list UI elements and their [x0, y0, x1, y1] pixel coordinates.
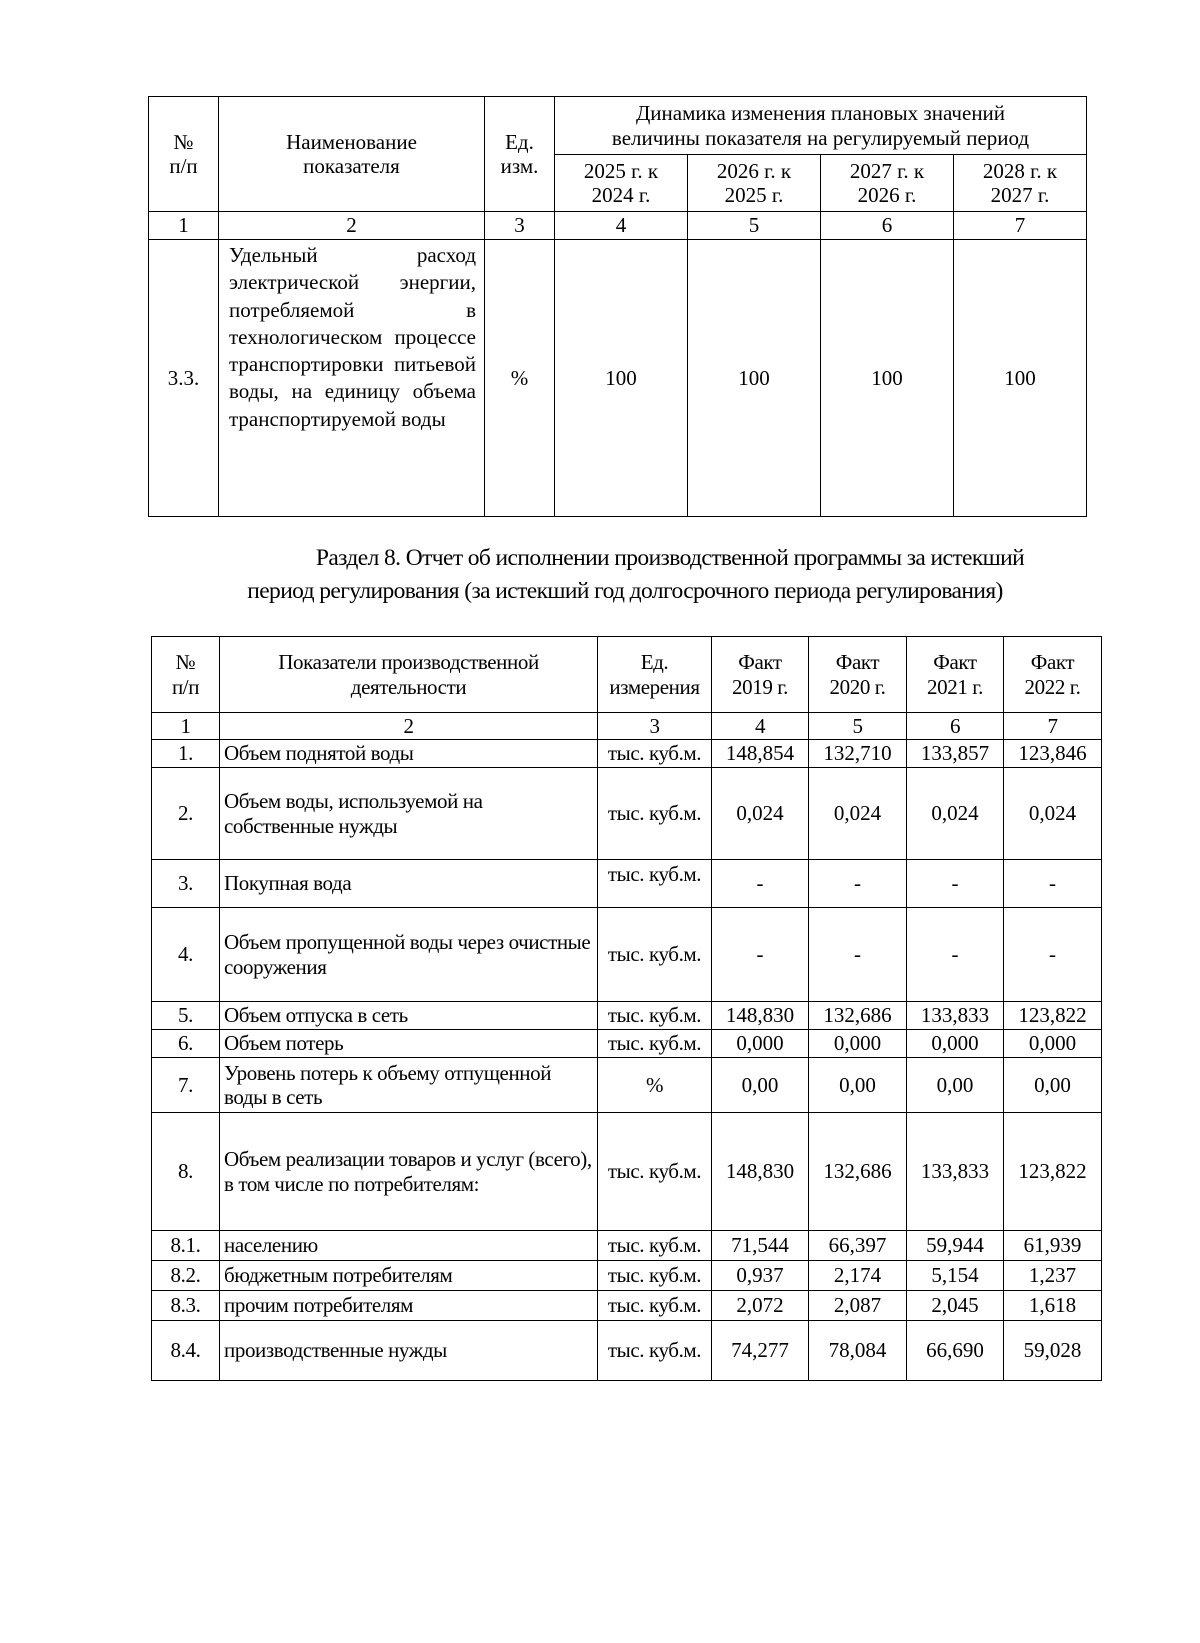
table-row: [152, 740, 1102, 768]
header-num: [152, 637, 220, 713]
row-unit: тыс. куб.м.: [598, 908, 712, 1002]
col-number: 7: [954, 212, 1087, 240]
col-number: 3: [485, 212, 555, 240]
row-value: 74,277: [712, 1321, 809, 1381]
row-value: -: [907, 908, 1004, 1002]
row-unit: тыс. куб.м.: [598, 740, 712, 768]
production-report-table: [151, 636, 1102, 1381]
row-value: 133,857: [907, 740, 1004, 768]
header-name-line1: Показатели производственной: [278, 650, 539, 675]
row-unit: %: [485, 240, 555, 517]
header-unit-line1: Ед.: [505, 129, 534, 154]
row-unit: тыс. куб.м.: [598, 1261, 712, 1291]
row-name: Объем воды, используемой на собственные нужды: [220, 768, 598, 860]
row-value: 0,000: [907, 1030, 1004, 1058]
row-value: 148,854: [712, 740, 809, 768]
row-name: Объем поднятой воды: [220, 740, 598, 768]
header-year-2020: [809, 637, 907, 713]
header-year: 2021 г.: [927, 674, 983, 699]
row-value: 59,028: [1004, 1321, 1102, 1381]
header-fact: Факт: [835, 650, 880, 675]
table-row: [152, 860, 1102, 908]
row-value: 100: [821, 240, 954, 517]
row-value: 0,024: [907, 768, 1004, 860]
row-value: 123,846: [1004, 740, 1102, 768]
row-unit: тыс. куб.м.: [598, 1291, 712, 1321]
row-value: 148,830: [712, 1113, 809, 1231]
row-name: Объем пропущенной воды через очистные сооружения: [220, 908, 598, 1002]
row-unit: тыс. куб.м.: [598, 1113, 712, 1231]
header-unit: [485, 97, 555, 212]
header-row: [152, 637, 1102, 713]
row-value: 0,024: [712, 768, 809, 860]
row-value: 123,822: [1004, 1002, 1102, 1030]
row-value: 123,822: [1004, 1113, 1102, 1231]
header-name-line2: показателя: [303, 154, 400, 178]
row-name: Объем отпуска в сеть: [220, 1002, 598, 1030]
row-name: Объем реализации товаров и услуг (всего), в том числе по потребителям:: [220, 1113, 598, 1231]
row-value: 0,024: [809, 768, 907, 860]
table-row: [149, 240, 1087, 517]
header-num-line1: №: [175, 650, 196, 675]
row-unit: тыс. куб.м.: [598, 768, 712, 860]
period-2026-line2: 2025 г.: [724, 183, 784, 207]
header-dynamics-line2: величины показателя на регулируемый период: [611, 125, 1030, 150]
row-unit: тыс. куб.м.: [598, 1030, 712, 1058]
row-value: 2,174: [809, 1261, 907, 1291]
row-value: 132,686: [809, 1113, 907, 1231]
header-year-2019: [712, 637, 809, 713]
header-unit-line2: изм.: [500, 154, 539, 178]
col-number: 4: [712, 713, 809, 740]
row-num: 5.: [152, 1002, 220, 1030]
section-title: [150, 542, 1100, 609]
row-name: населению: [220, 1231, 598, 1261]
row-value: 78,084: [809, 1321, 907, 1381]
col-number: 2: [219, 212, 485, 240]
period-2028: [954, 155, 1087, 212]
row-value: 0,00: [1004, 1058, 1102, 1113]
indicator-dynamics-table: [148, 96, 1087, 517]
period-2028-line2: 2027 г.: [990, 183, 1050, 207]
period-2027-line1: 2027 г. к: [849, 158, 925, 183]
row-num: 8.2.: [152, 1261, 220, 1291]
row-value: 1,237: [1004, 1261, 1102, 1291]
row-value: 0,024: [1004, 768, 1102, 860]
row-value: 148,830: [712, 1002, 809, 1030]
header-name-line2: деятельности: [350, 674, 467, 699]
row-value: 100: [688, 240, 821, 517]
row-value: -: [907, 860, 1004, 908]
row-name: Удельный расход электрической энергии, потребляемой в технологическом процессе транспортировки питьевой воды, на единицу объема транспортируемой воды: [219, 240, 485, 517]
row-num: 7.: [152, 1058, 220, 1113]
row-value: 0,937: [712, 1261, 809, 1291]
row-num: 8.: [152, 1113, 220, 1231]
row-name: Объем потерь: [220, 1030, 598, 1058]
section-title-line2: период регулирования (за истекший год долгосрочного периода регулирования): [247, 578, 1003, 605]
header-dynamics: [555, 97, 1087, 155]
header-fact: Факт: [738, 650, 782, 675]
column-numbers-row: [149, 212, 1087, 240]
header-unit-line1: Ед.: [640, 650, 669, 675]
row-value: 66,690: [907, 1321, 1004, 1381]
col-number: 1: [152, 713, 220, 740]
row-value: -: [1004, 908, 1102, 1002]
row-name: Покупная вода: [220, 860, 598, 908]
row-num: 4.: [152, 908, 220, 1002]
row-value: 133,833: [907, 1113, 1004, 1231]
table-row: [152, 1030, 1102, 1058]
row-value: 0,00: [809, 1058, 907, 1113]
row-num: 1.: [152, 740, 220, 768]
period-2026: [688, 155, 821, 212]
header-num-line1: №: [173, 129, 194, 154]
header-num: [149, 97, 219, 212]
header-year: 2020 г.: [829, 674, 886, 699]
period-2025-line2: 2024 г.: [591, 183, 651, 207]
col-number: 4: [555, 212, 688, 240]
col-number: 5: [688, 212, 821, 240]
row-name: бюджетным потребителям: [220, 1261, 598, 1291]
row-value: 132,710: [809, 740, 907, 768]
row-value: 2,045: [907, 1291, 1004, 1321]
column-numbers-row: [152, 713, 1102, 740]
row-value: 0,00: [907, 1058, 1004, 1113]
header-unit-line2: измерения: [609, 674, 700, 699]
row-unit: %: [598, 1058, 712, 1113]
row-unit: тыс. куб.м.: [598, 1321, 712, 1381]
row-value: 1,618: [1004, 1291, 1102, 1321]
period-2028-line1: 2028 г. к: [982, 158, 1058, 183]
row-num: 3.3.: [149, 240, 219, 517]
header-unit: [598, 637, 712, 713]
row-value: 2,087: [809, 1291, 907, 1321]
col-number: 5: [809, 713, 907, 740]
period-2025: [555, 155, 688, 212]
row-value: 0,00: [712, 1058, 809, 1113]
row-num: 8.3.: [152, 1291, 220, 1321]
row-value: 100: [954, 240, 1087, 517]
row-num: 2.: [152, 768, 220, 860]
row-value: 59,944: [907, 1231, 1004, 1261]
row-name: прочим потребителям: [220, 1291, 598, 1321]
header-num-line2: п/п: [169, 154, 198, 178]
row-value: -: [809, 860, 907, 908]
col-number: 2: [220, 713, 598, 740]
row-value: 0,000: [712, 1030, 809, 1058]
col-number: 3: [598, 713, 712, 740]
row-value: 71,544: [712, 1231, 809, 1261]
row-unit: тыс. куб.м.: [598, 1002, 712, 1030]
row-value: -: [1004, 860, 1102, 908]
section-title-line1: Раздел 8. Отчет об исполнении производственной программы за истекший: [315, 545, 1025, 571]
row-name: Уровень потерь к объему отпущенной воды в сеть: [220, 1058, 598, 1113]
header-year-2022: [1004, 637, 1102, 713]
header-dynamics-line1: Динамика изменения плановых значений: [635, 101, 1006, 126]
header-name: [220, 637, 598, 713]
row-unit: тыс. куб.м.: [598, 860, 712, 908]
row-value: 100: [555, 240, 688, 517]
header-year: 2019 г.: [732, 674, 788, 699]
row-value: 61,939: [1004, 1231, 1102, 1261]
header-fact: Факт: [1030, 650, 1075, 675]
row-unit: тыс. куб.м.: [598, 1231, 712, 1261]
col-number: 6: [821, 212, 954, 240]
row-value: 5,154: [907, 1261, 1004, 1291]
row-value: 0,000: [1004, 1030, 1102, 1058]
row-num: 6.: [152, 1030, 220, 1058]
table-row: [152, 1002, 1102, 1030]
row-num: 3.: [152, 860, 220, 908]
period-2026-line1: 2026 г. к: [716, 158, 792, 183]
row-num: 8.4.: [152, 1321, 220, 1381]
table-row: [152, 1231, 1102, 1261]
row-value: -: [712, 908, 809, 1002]
row-name: производственные нужды: [220, 1321, 598, 1381]
period-2027-line2: 2026 г.: [857, 183, 917, 207]
table-row: [152, 908, 1102, 1002]
header-num-line2: п/п: [171, 674, 200, 699]
row-value: 0,000: [809, 1030, 907, 1058]
header-row: [149, 97, 1087, 155]
table-row: [152, 1291, 1102, 1321]
row-value: 2,072: [712, 1291, 809, 1321]
table-row: [152, 1321, 1102, 1381]
header-year-2021: [907, 637, 1004, 713]
header-fact: Факт: [933, 650, 977, 675]
row-value: -: [712, 860, 809, 908]
row-value: 132,686: [809, 1002, 907, 1030]
row-num: 8.1.: [152, 1231, 220, 1261]
period-2025-line1: 2025 г. к: [583, 158, 659, 183]
table-row: [152, 768, 1102, 860]
table-row: [152, 1113, 1102, 1231]
row-value: 133,833: [907, 1002, 1004, 1030]
period-2027: [821, 155, 954, 212]
header-year: 2022 г.: [1024, 674, 1081, 699]
row-value: -: [809, 908, 907, 1002]
col-number: 7: [1004, 713, 1102, 740]
table-row: [152, 1058, 1102, 1113]
header-name-line1: Наименование: [286, 129, 417, 154]
row-value: 66,397: [809, 1231, 907, 1261]
header-name: [219, 97, 485, 212]
table-row: [152, 1261, 1102, 1291]
col-number: 1: [149, 212, 219, 240]
col-number: 6: [907, 713, 1004, 740]
